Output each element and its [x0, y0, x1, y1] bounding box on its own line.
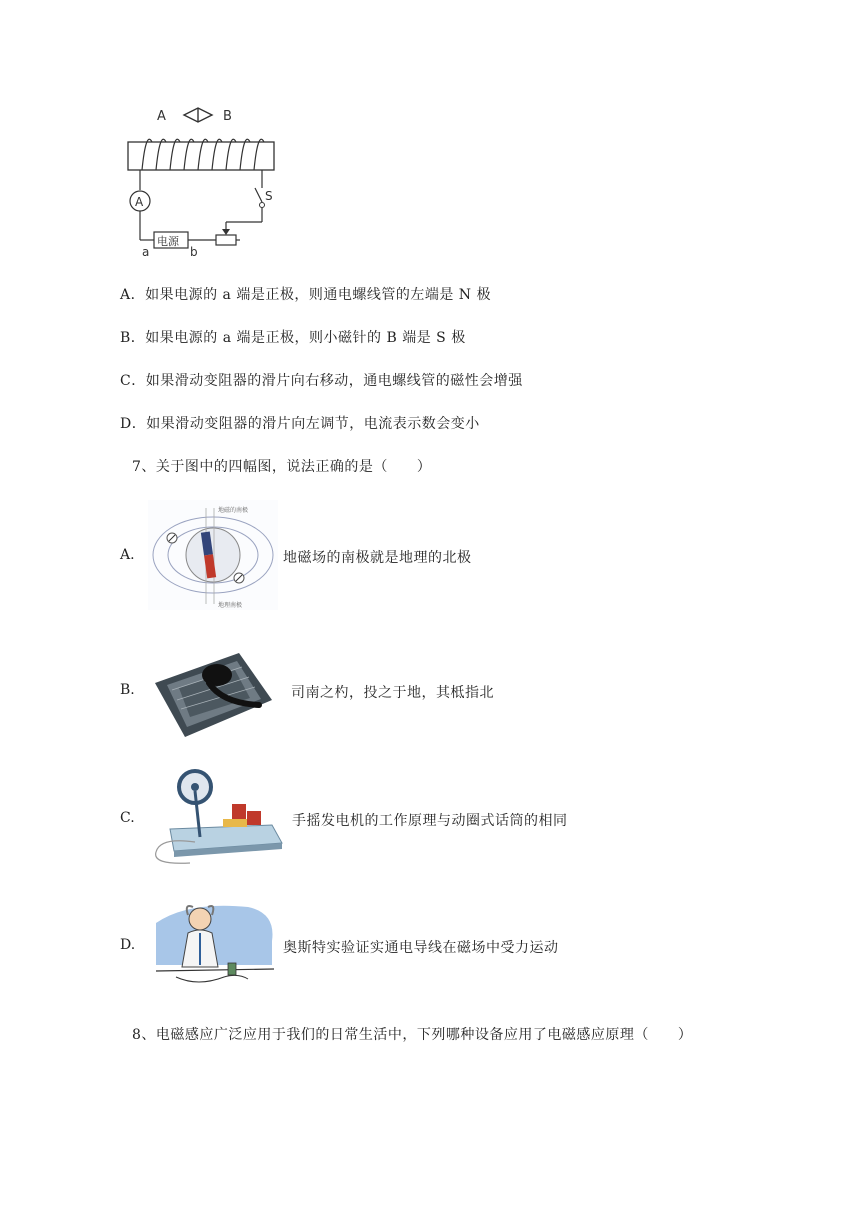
ammeter-label: A [135, 195, 144, 209]
fig-label-bottom: 地理南极 [218, 602, 243, 609]
fig-label-top: 地磁的南极 [218, 507, 249, 514]
q7-option-d-text: 奥斯特实验证实通电导线在磁场中受力运动 [283, 940, 559, 956]
q6-option-c: C．如果滑动变阻器的滑片向右移动，通电螺线管的磁性会增强 [120, 373, 523, 389]
q6-option-d: D．如果滑动变阻器的滑片向左调节，电流表示数会变小 [120, 416, 480, 432]
compass-needle-icon [184, 108, 212, 122]
earth-magnetic-field-figure [148, 500, 278, 610]
switch-icon [255, 188, 262, 202]
sinan-compass-figure [147, 645, 277, 740]
scientist-head-icon [189, 908, 211, 930]
q7-stem: 7、关于图中的四幅图，说法正确的是（ ） [132, 459, 432, 475]
circuit-diagram [120, 100, 285, 260]
q7-option-b-text: 司南之杓，投之于地，其柢指北 [291, 685, 494, 701]
q7-option-c-text: 手摇发电机的工作原理与动圈式话筒的相同 [292, 813, 568, 829]
q7-option-a-text: 地磁场的南极就是地理的北极 [283, 550, 472, 566]
q8-stem: 8、电磁感应广泛应用于我们的日常生活中，下列哪种设备应用了电磁感应原理（ ） [132, 1027, 693, 1043]
hand-crank-generator-figure [150, 767, 290, 867]
q7-option-d-label: D. [120, 937, 136, 953]
circuit-label-b-top: B [223, 109, 232, 124]
q7-option-c-label: C. [120, 810, 135, 826]
terminal-a: a [142, 245, 150, 259]
q7-option-b-label: B. [120, 682, 135, 698]
circuit-label-a-top: A [157, 109, 166, 124]
oersted-experiment-figure [148, 893, 278, 993]
q7-option-a-label: A. [120, 547, 135, 563]
q6-option-a: A．如果电源的 a 端是正极，则通电螺线管的左端是 N 极 [120, 287, 492, 303]
rheostat [216, 235, 236, 245]
terminal-b: b [190, 245, 198, 259]
slider-arrow-icon [222, 229, 230, 235]
q6-option-b: B．如果电源的 a 端是正极，则小磁针的 B 端是 S 极 [120, 330, 466, 346]
power-supply-label: 电源 [157, 235, 179, 248]
solenoid-coil [142, 139, 264, 170]
switch-label: S [265, 189, 273, 203]
